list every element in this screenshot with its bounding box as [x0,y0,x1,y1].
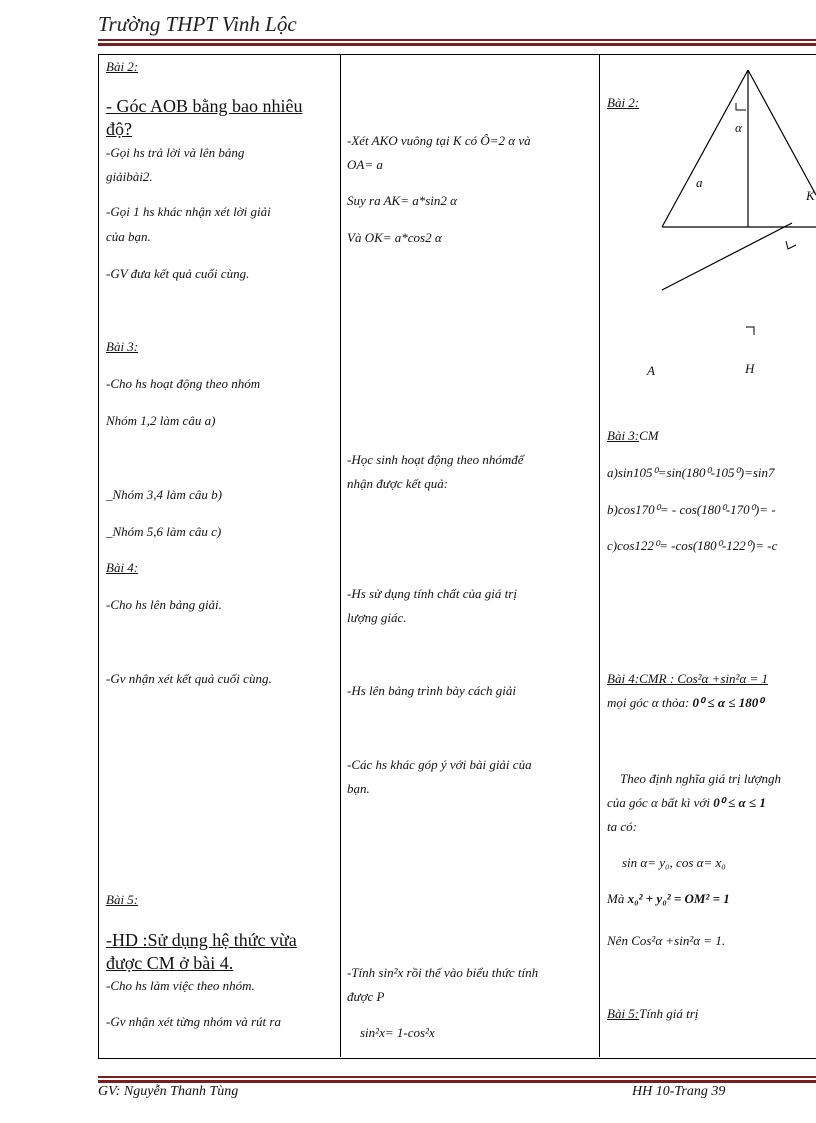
c1-text: -Cho hs làm việc theo nhóm. [106,978,255,993]
c1-text: _Nhóm 5,6 làm câu c) [106,524,222,539]
c3-math: x₀² + y₀² = OM² = 1 [627,891,730,906]
fig-label-alpha: α [735,120,742,135]
c2-text: Và OK= a*cos2 α [347,230,442,245]
c3-bai4-angle [607,792,766,814]
fig-label-H: H [745,361,755,376]
footer-page: HH 10-Trang 39 [632,1084,726,1099]
c2-text: -Hs lên bảng trình bày cách giải [347,683,516,698]
c3-text: Theo định nghĩa giá trị lượngh [620,771,782,786]
c2-text: -Xét AKO vuông tại K có Ô=2 α và [347,133,531,148]
c2-text: Suy ra AK= a*sin2 α [347,193,457,208]
c3-bai4-heading [607,668,768,690]
c1-text: _Nhóm 3,4 làm câu b) [106,487,222,502]
c1-text: của bạn. [106,229,151,244]
c3-text: của góc α bất kì với [607,795,714,810]
c3-text: sin α= y₀, cos α= x₀ [622,855,726,870]
c2-text: -Tính sin²x rồi thế vào biểu thức tính [347,965,539,980]
c1-text: -GV đưa kết quả cuối cùng. [106,266,250,281]
fig-label-a: a [696,175,703,190]
header-rule-thin [98,39,816,41]
header-rule-thick [98,43,816,46]
c3-bai3-cm: CM [639,428,659,443]
footer-rule-thin [98,1076,816,1078]
c1-text: -Gv nhận xét kết quả cuối cùng. [106,671,272,686]
c1-text: -Gọi 1 hs khác nhận xét lời giải [106,204,271,219]
c3-math: 0⁰ ≤ α ≤ 180⁰ [692,695,764,710]
fig-label-K: K [806,188,815,203]
c2-text: -Các hs khác góp ý với bài giải của [347,757,532,772]
right-angle-mark-H [746,327,754,335]
c1-text: Nhóm 1,2 làm câu a) [106,413,216,428]
c1-text: -Gv nhận xét từng nhóm và rút ra [106,1014,281,1029]
c2-text: bạn. [347,781,370,796]
c2-text: lượng giác. [347,610,407,625]
school-header: Trường THPT Vinh Lộc [98,12,297,36]
c2-text: được P [347,989,385,1004]
c3-bai2-title: Bài 2: [607,95,640,110]
c1-bai5-title: Bài 5: [106,892,139,907]
c1-bai2-question-line2: độ? [106,119,132,139]
angle-mark [736,103,746,110]
c1-bai2-question-line1: - Góc AOB bằng bao nhiêu [106,96,303,116]
triangle-right-side [748,70,816,195]
c3-bai4-title: Bài 4: [607,671,640,686]
c2-text: OA= a [347,157,383,172]
c1-bai5-hint-line1: -HD :Sử dụng hệ thức vừa [106,930,297,950]
c2-text: -Học sinh hoạt động theo nhómđể [347,452,524,467]
c1-bai2-title: Bài 2: [106,59,139,74]
c3-bai3-heading [607,425,659,447]
c2-text: sin²x= 1-cos²x [360,1025,435,1040]
c3-bai5-heading [607,1003,698,1025]
c2-text: -Hs sử dụng tính chất của giá trị [347,586,517,601]
c3-text: Mà [607,891,628,906]
column-divider-1 [340,54,341,1057]
c3-text: mọi góc α thỏa: [607,695,693,710]
fig-label-A: A [647,363,655,378]
c1-text: -Gọi hs trả lời và lên bảng [106,145,245,160]
c1-text: -Cho hs hoạt động theo nhóm [106,376,261,391]
c1-bai5-hint-line2: được CM ở bài 4. [106,953,234,973]
c3-math: 0⁰ ≤ α ≤ 1 [713,795,766,810]
c1-text: giảibài2. [106,169,153,184]
c3-text: b)cos170⁰= - cos(180⁰-170⁰)= - [607,502,776,517]
right-angle-mark [786,241,796,249]
c3-text: Nên Cos²α +sin²α = 1. [607,933,726,948]
c3-bai4-condition [607,692,763,714]
c3-text: a)sin105⁰=sin(180⁰-105⁰)=sin7 [607,465,775,480]
c3-text: Tính giá trị [639,1006,699,1021]
c3-text: c)cos122⁰= -cos(180⁰-122⁰)= -c [607,538,778,553]
c1-bai4-title: Bài 4: [106,560,139,575]
c3-bai4-statement: CMR : Cos²α +sin²α = 1 [639,671,769,686]
c3-bai4-identity [607,888,730,910]
c2-text: nhận được kết quả: [347,476,449,491]
c1-text: -Cho hs lên bảng giải. [106,597,222,612]
c3-bai3-title: Bài 3: [607,428,640,443]
oblique-line [662,223,792,290]
c1-bai3-title: Bài 3: [106,339,139,354]
triangle-left-side [662,70,748,227]
c3-bai5-title: Bài 5: [607,1006,640,1021]
footer-rule-thick [98,1080,816,1083]
c3-text: ta có: [607,819,637,834]
footer-teacher: GV: Nguyễn Thanh Tùng [98,1084,239,1099]
